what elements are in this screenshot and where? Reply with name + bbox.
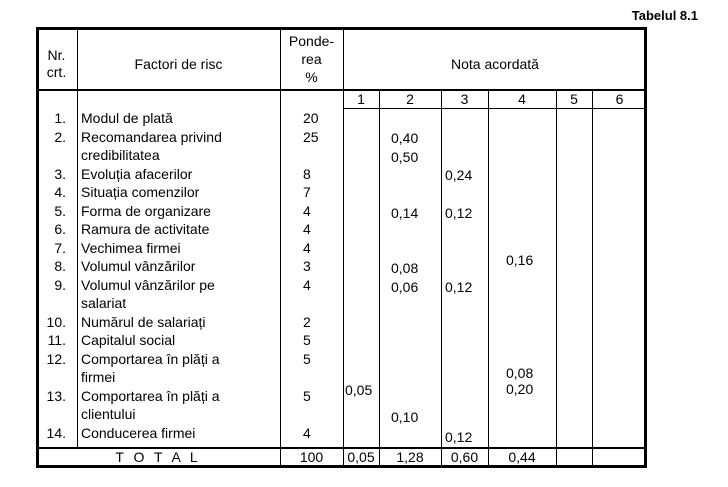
score-value: 0,06 bbox=[391, 279, 419, 295]
header-score-6: 6 bbox=[615, 91, 624, 107]
score-value: 0,12 bbox=[445, 429, 473, 445]
row-factor: Evoluția afacerilor bbox=[81, 165, 193, 182]
header-nota: Nota acordată bbox=[451, 56, 539, 72]
row-nr: 12. bbox=[46, 350, 66, 367]
score-value: 0,12 bbox=[445, 279, 473, 295]
row-nr: 1. bbox=[54, 110, 66, 126]
score-value: 0,16 bbox=[506, 252, 534, 268]
row-nr: 4. bbox=[54, 184, 66, 200]
row-pondere: 4 bbox=[303, 202, 311, 219]
score-value: 0,05 bbox=[345, 382, 373, 398]
row-pondere: 5 bbox=[303, 350, 311, 367]
total-score-4: 0,44 bbox=[508, 449, 536, 465]
row-factor: Vechimea firmei bbox=[81, 239, 181, 256]
score-value: 0,50 bbox=[391, 149, 419, 165]
table-caption: Tabelul 8.1 bbox=[631, 8, 698, 23]
row-nr: 11. bbox=[47, 332, 66, 348]
total-score-1: 0,05 bbox=[347, 449, 375, 465]
header-nr: crt. bbox=[46, 64, 67, 80]
row-factor: firmei bbox=[81, 369, 116, 385]
col-divider-score-2 bbox=[379, 89, 380, 468]
score-value: 0,14 bbox=[391, 205, 419, 221]
row-nr: 13. bbox=[46, 387, 66, 404]
col-divider-nr bbox=[77, 27, 78, 447]
row-pondere: 4 bbox=[303, 424, 311, 441]
score-value: 0,08 bbox=[506, 365, 534, 381]
score-value: 0,12 bbox=[445, 205, 473, 221]
header-score-1: 1 bbox=[357, 91, 365, 107]
score-subheader-separator bbox=[343, 108, 647, 109]
row-pondere: 4 bbox=[303, 221, 311, 237]
header-nr: Nr. bbox=[47, 47, 66, 63]
row-factor: Comportarea în plăți a bbox=[81, 387, 220, 404]
row-nr: 8. bbox=[54, 258, 66, 274]
table-border-top bbox=[36, 27, 647, 30]
row-nr: 7. bbox=[54, 239, 66, 256]
col-divider-score-6 bbox=[592, 89, 593, 468]
row-nr: 14. bbox=[46, 424, 66, 441]
header-pondere: rea bbox=[301, 51, 322, 67]
row-factor: Volumul vânzărilor bbox=[81, 258, 196, 274]
header-score-4: 4 bbox=[518, 91, 526, 107]
row-factor: Ramura de activitate bbox=[81, 221, 210, 237]
col-divider-score-4 bbox=[488, 89, 489, 468]
header-pondere: Ponde- bbox=[288, 33, 335, 49]
row-factor: Capitalul social bbox=[81, 332, 176, 348]
row-pondere: 2 bbox=[303, 313, 311, 330]
row-factor: Situația comenzilor bbox=[81, 184, 200, 200]
score-value: 0,24 bbox=[445, 167, 473, 183]
row-factor: Volumul vânzărilor pe bbox=[81, 276, 215, 293]
row-factor: Conducerea firmei bbox=[81, 424, 196, 441]
row-nr: 3. bbox=[54, 165, 66, 182]
row-pondere: 4 bbox=[303, 239, 311, 256]
header-score-2: 2 bbox=[406, 91, 414, 107]
row-nr: 5. bbox=[54, 202, 66, 219]
header-pondere: % bbox=[305, 69, 318, 85]
row-factor: credibilitatea bbox=[81, 147, 160, 163]
total-score-3: 0,60 bbox=[450, 449, 479, 465]
row-factor: clientului bbox=[81, 406, 136, 422]
row-pondere: 8 bbox=[303, 165, 311, 182]
row-pondere: 5 bbox=[303, 332, 311, 348]
total-label: T O T A L bbox=[115, 449, 201, 465]
total-score-2: 1,28 bbox=[396, 449, 424, 465]
row-nr: 10. bbox=[46, 313, 66, 330]
row-factor: Numărul de salariați bbox=[81, 313, 206, 330]
row-factor: Forma de organizare bbox=[81, 202, 211, 219]
col-divider-factor bbox=[280, 27, 281, 468]
row-nr: 6. bbox=[54, 221, 66, 237]
row-pondere: 25 bbox=[303, 128, 319, 145]
row-nr: 2. bbox=[54, 128, 66, 145]
score-value: 0,20 bbox=[506, 381, 534, 397]
header-factor: Factori de risc bbox=[134, 56, 223, 72]
row-nr: 9. bbox=[54, 276, 66, 293]
total-pondere: 100 bbox=[299, 449, 324, 465]
col-divider-score-3 bbox=[441, 89, 442, 468]
row-pondere: 7 bbox=[303, 184, 311, 200]
header-score-5: 5 bbox=[570, 91, 578, 107]
row-pondere: 5 bbox=[303, 387, 311, 404]
row-factor: salariat bbox=[81, 295, 127, 311]
header-score-3: 3 bbox=[460, 91, 469, 107]
row-pondere: 3 bbox=[303, 258, 311, 274]
row-factor: Modul de plată bbox=[81, 110, 173, 126]
row-pondere: 4 bbox=[303, 276, 311, 293]
score-value: 0,40 bbox=[391, 130, 419, 146]
row-factor: Recomandarea privind bbox=[81, 128, 222, 145]
score-value: 0,10 bbox=[391, 409, 419, 425]
row-pondere: 20 bbox=[303, 110, 319, 126]
score-value: 0,08 bbox=[391, 260, 419, 276]
col-divider-score-5 bbox=[556, 89, 557, 468]
row-factor: Comportarea în plăți a bbox=[81, 350, 220, 367]
